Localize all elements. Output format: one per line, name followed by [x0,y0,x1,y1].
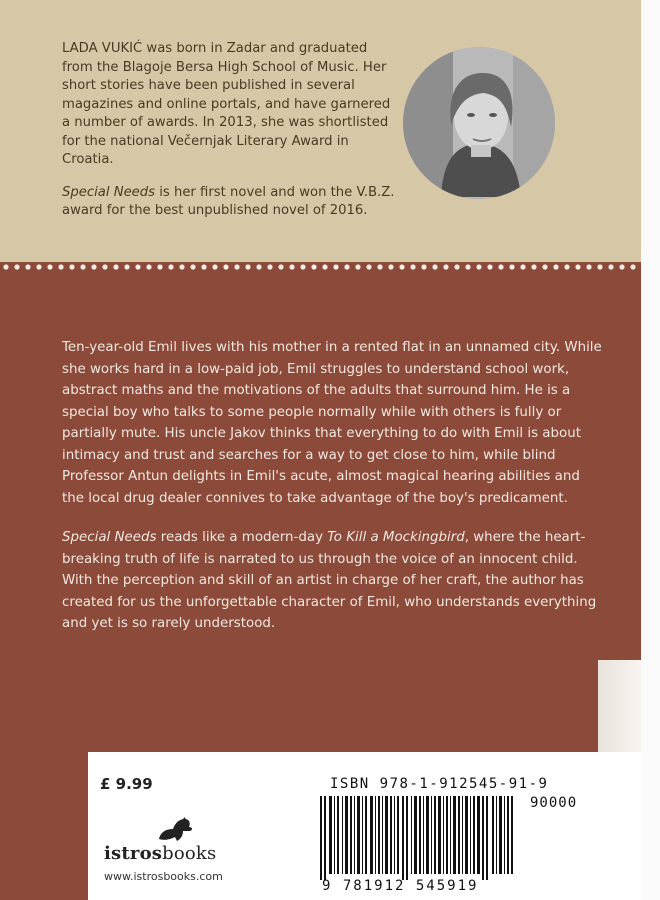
perforation-divider [0,262,641,272]
blurb-paragraph-1: Ten-year-old Emil lives with his mother in a rented flat in an unnamed city. While she works hard in a low-paid job, Emil struggles to understand school work, abstract maths and the motivations of the adults that surround him. He is a special boy who talks to some people normally while with others is fully or partially mute. His uncle Jakov thinks that everything to do with Emil is about intimacy and trust and searches for a way to get close to him, while blind Professor Antun delights in Emil's acute, almost magical hearing abilities and the local drug dealer connives to take advantage of the boy's predicament. [62,340,602,506]
publisher-url: www.istrosbooks.com [104,870,223,883]
blurb-paragraph-2 [62,527,602,635]
bio-paragraph-2-text: is her first novel and won the V.B.Z. award for the best unpublished novel of 2016. [62,184,395,218]
author-bio [62,40,402,235]
book-blurb [62,337,602,653]
book-title: Special Needs [62,184,156,200]
publisher-name-light: books [162,843,217,864]
blurb-reference-title: To Kill a Mockingbird [327,530,465,545]
page-edge [641,0,660,900]
blurb-text-mid: reads like a modern-day [156,530,328,545]
publisher-horse-logo-icon [155,815,195,843]
isbn-label: ISBN 978-1-912545-91-9 [330,776,549,792]
isbn-barcode [318,796,514,880]
publisher-logo [104,843,216,864]
blurb-book-title: Special Needs [62,530,157,545]
price-label: £ 9.99 [100,775,153,793]
barcode-addon-code: 90000 [530,795,578,811]
author-photo [403,47,555,199]
author-panel [0,0,641,262]
barcode-digits: 9 781912 545919 [322,878,479,894]
blurb-text-rest: , where the heart-breaking truth of life is narrated to us through the voice of an innocent child. With the perception and skill of an artist in charge of her craft, the author has created for us the unforgettable character of Emil, who understands everything and yet is so rarely understood. [62,530,597,631]
bio-paragraph-1: LADA VUKIĆ was born in Zadar and graduated from the Blagoje Bersa High School of Music. Her short stories have been published in several magazines and online portals, and have garnered a number of awards. In 2013, she was shortlisted for the national Večernjak Literary Award in Croatia. [62,41,391,167]
bio-paragraph-2 [62,184,402,221]
publisher-name-bold: istros [104,843,163,864]
